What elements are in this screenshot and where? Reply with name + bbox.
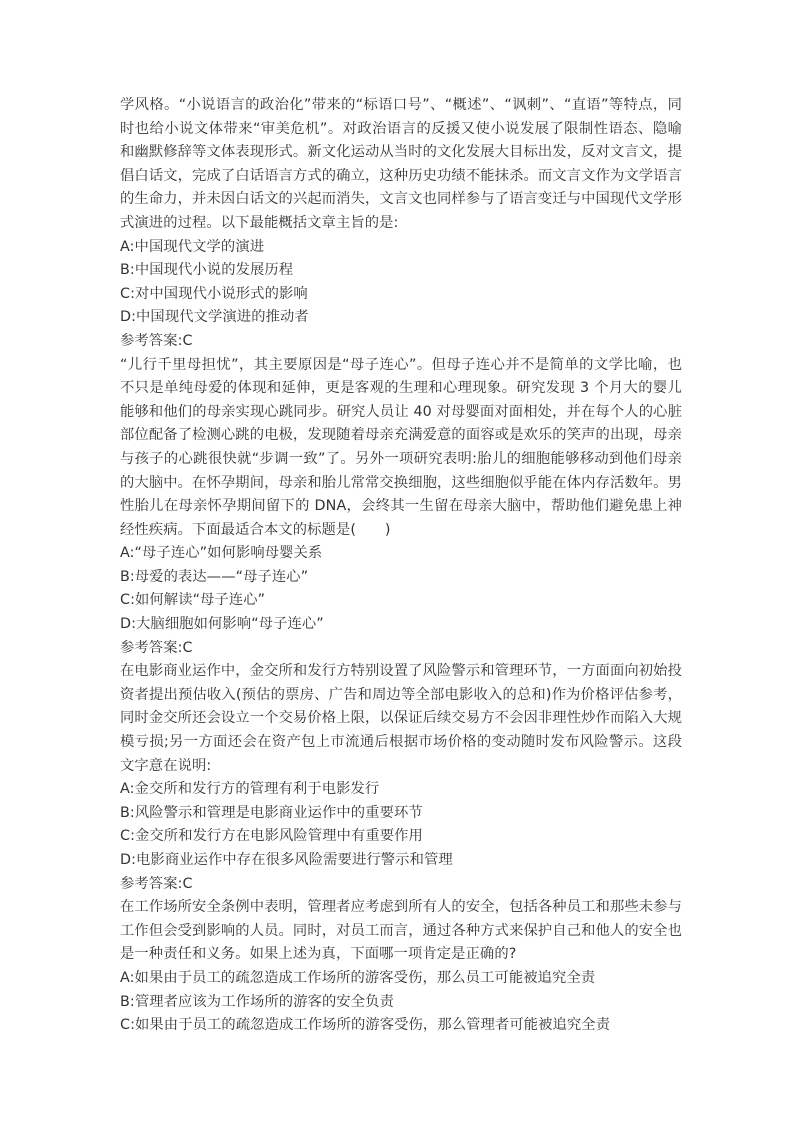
option-c: C:金交所和发行方在电影风险管理中有重要作用 <box>120 828 423 845</box>
option-c: C:如果由于员工的疏忽造成工作场所的游客受伤，那么管理者可能被追究全责 <box>120 1017 611 1034</box>
option-c: C:对中国现代小说形式的影响 <box>120 285 308 302</box>
option-b: B:管理者应该为工作场所的游客的安全负责 <box>120 993 394 1010</box>
question-block <box>120 660 682 896</box>
question-stem: 在工作场所安全条例中表明，管理者应考虑到所有人的安全，包括各种员工和那些未参与工作但会受到影响的人员。同时，对员工而言，通过各种方式来保护自己和他人的安全也是一种责任和义务。如果上述为真，下面哪一项肯定是正确的? <box>120 899 682 963</box>
question-block <box>120 354 682 661</box>
option-b: B:中国现代小说的发展历程 <box>120 262 294 279</box>
option-d: D:电影商业运作中存在很多风险需要进行警示和管理 <box>120 852 453 868</box>
option-d: D:大脑细胞如何影响“母子连心” <box>120 616 324 633</box>
reference-answer: 参考答案:C <box>120 639 193 656</box>
option-a: A:金交所和发行方的管理有利于电影发行 <box>120 781 380 798</box>
question-block <box>120 896 682 1038</box>
reference-answer: 参考答案:C <box>120 875 193 892</box>
option-a: A:“母子连心”如何影响母婴关系 <box>120 545 323 562</box>
question-stem: “儿行千里母担忧”，其主要原因是“母子连心”。但母子连心并不是简单的文学比喻，也不只是单纯母爱的体现和延伸，更是客观的生理和心理现象。研究发现 3 个月大的婴儿能够和他们的母亲实现心跳同步。研究人员让 40 对母婴面对面相处，并在每个人的心脏部位配备了检测心跳的电极，发现随着母亲充满爱意的面容或是欢乐的笑声的出现，母亲与孩子的心跳很快就“步调一致”了。另外一项研究表明:胎儿的细胞能够移动到他们母亲的大脑中。在怀孕期间，母亲和胎儿常常交换细胞，这些细胞似乎能在体内存活数年。男性胎儿在母亲怀孕期间留下的 DNA，会终其一生留在母亲大脑中，帮助他们避免患上神经性疾病。下面最适合本文的标题是( ) <box>120 356 682 538</box>
option-c: C:如何解读“母子连心” <box>120 592 266 609</box>
option-a: A:中国现代文学的演进 <box>120 238 265 255</box>
option-b: B:母爱的表达——“母子连心” <box>120 568 309 585</box>
option-a: A:如果由于员工的疏忽造成工作场所的游客受伤，那么员工可能被追究全责 <box>120 969 596 986</box>
question-stem: 学风格。“小说语言的政治化”带来的“标语口号”、“概述”、“讽刺”、“直语”等特点，同时也给小说文体带来“审美危机”。对政治语言的反援又使小说发展了限制性语态、隐喻和幽默修辞等文体表现形式。新文化运动从当时的文化发展大目标出发，反对文言文，提倡白话文，完成了白话语言方式的确立，这种历史功绩不能抹杀。而文言文作为文学语言的生命力，并未因白话文的兴起而消失，文言文也同样参与了语言变迁与中国现代文学形式演进的过程。以下最能概括文章主旨的是: <box>120 97 682 231</box>
document-page <box>120 94 682 1038</box>
question-stem: 在电影商业运作中，金交所和发行方特别设置了风险警示和管理环节，一方面面向初始投资者提出预估收入(预估的票房、广告和周边等全部电影收入的总和)作为价格评估参考，同时金交所还会设立一个交易价格上限，以保证后续交易方不会因非理性炒作而陷入大规模亏损;另一方面还会在资产包上市流通后根据市场价格的变动随时发布风险警示。这段文字意在说明: <box>120 663 682 774</box>
option-d: D:中国现代文学演进的推动者 <box>120 309 309 326</box>
question-block <box>120 94 682 354</box>
reference-answer: 参考答案:C <box>120 332 193 349</box>
option-b: B:风险警示和管理是电影商业运作中的重要环节 <box>120 804 423 821</box>
